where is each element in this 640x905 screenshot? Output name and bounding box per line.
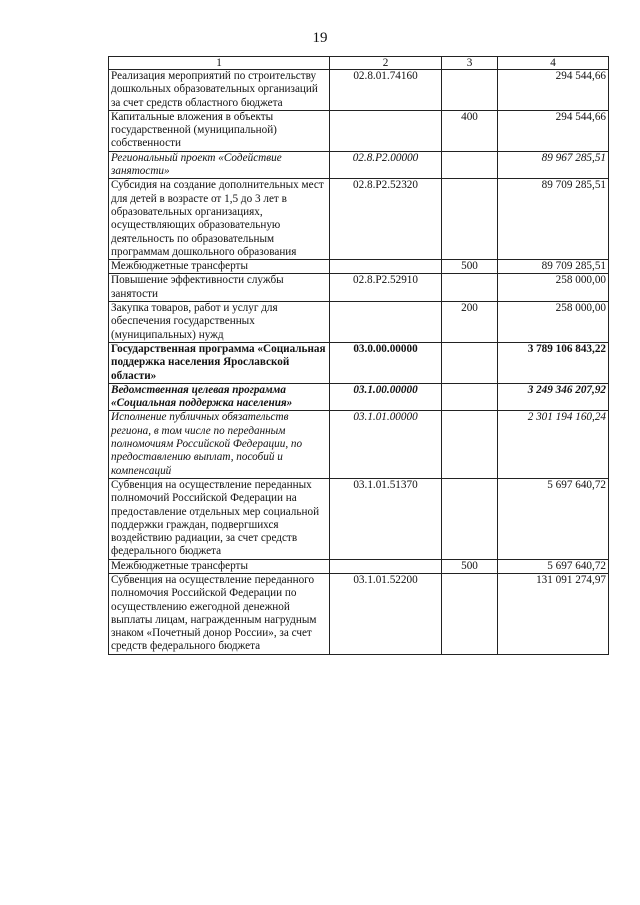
row-code-cell — [330, 559, 442, 573]
row-amount-cell: 3 789 106 843,22 — [498, 342, 609, 383]
table-row — [109, 302, 609, 343]
row-amount-cell: 5 697 640,72 — [498, 559, 609, 573]
row-code-cell — [330, 110, 442, 151]
row-amount-cell: 89 967 285,51 — [498, 151, 609, 179]
row-type-cell — [442, 383, 498, 411]
row-code-cell: 03.1.01.00000 — [330, 411, 442, 478]
row-code-cell: 03.1.01.51370 — [330, 478, 442, 559]
row-type-cell — [442, 70, 498, 111]
table-row — [109, 411, 609, 478]
budget-table — [108, 56, 609, 655]
row-amount-cell: 2 301 194 160,24 — [498, 411, 609, 478]
row-amount-cell: 89 709 285,51 — [498, 179, 609, 260]
row-name-cell: Межбюджетные трансферты — [109, 260, 330, 274]
table-body — [109, 70, 609, 655]
row-amount-cell: 131 091 274,97 — [498, 573, 609, 654]
row-amount-cell: 294 544,66 — [498, 110, 609, 151]
row-name-cell: Субсидия на создание дополнительных мест для детей в возрасте от 1,5 до 3 лет в образовательных организациях, осуществляющих образовательную деятельность по образовательным программам дошкольного образования — [109, 179, 330, 260]
row-amount-cell: 5 697 640,72 — [498, 478, 609, 559]
row-name-cell: Закупка товаров, работ и услуг для обеспечения государственных (муниципальных) нужд — [109, 302, 330, 343]
row-code-cell: 02.8.P2.52910 — [330, 274, 442, 302]
row-code-cell: 03.1.00.00000 — [330, 383, 442, 411]
row-type-cell — [442, 573, 498, 654]
row-name-cell: Субвенция на осуществление переданных полномочий Российской Федерации на предоставление отдельных мер социальной поддержки граждан, подвергшихся воздействию радиации, за счет средств федерального бюджета — [109, 478, 330, 559]
table-row — [109, 70, 609, 111]
row-type-cell — [442, 274, 498, 302]
row-type-cell: 400 — [442, 110, 498, 151]
row-name-cell: Ведомственная целевая программа «Социальная поддержка населения» — [109, 383, 330, 411]
row-code-cell — [330, 260, 442, 274]
row-amount-cell: 3 249 346 207,92 — [498, 383, 609, 411]
column-header-3: 3 — [442, 57, 498, 70]
row-name-cell: Государственная программа «Социальная поддержка населения Ярославской области» — [109, 342, 330, 383]
row-name-cell: Региональный проект «Содействие занятости» — [109, 151, 330, 179]
row-amount-cell: 294 544,66 — [498, 70, 609, 111]
row-type-cell: 200 — [442, 302, 498, 343]
row-amount-cell: 258 000,00 — [498, 302, 609, 343]
row-name-cell: Субвенция на осуществление переданного полномочия Российской Федерации по осуществлению ежегодной денежной выплаты лицам, награжденным нагрудным знаком «Почетный донор России», за счет средств федерального бюджета — [109, 573, 330, 654]
table-row — [109, 383, 609, 411]
row-type-cell — [442, 478, 498, 559]
table-header-row — [109, 57, 609, 70]
row-amount-cell: 258 000,00 — [498, 274, 609, 302]
row-name-cell: Реализация мероприятий по строительству дошкольных образовательных организаций за счет средств областного бюджета — [109, 70, 330, 111]
table-row — [109, 342, 609, 383]
table-row — [109, 274, 609, 302]
row-code-cell: 02.8.P2.52320 — [330, 179, 442, 260]
page-number: 19 — [312, 30, 328, 46]
row-code-cell: 03.1.01.52200 — [330, 573, 442, 654]
row-name-cell: Капитальные вложения в объекты государственной (муниципальной) собственности — [109, 110, 330, 151]
table-row — [109, 573, 609, 654]
row-code-cell — [330, 302, 442, 343]
column-header-1: 1 — [109, 57, 330, 70]
table-row — [109, 478, 609, 559]
row-type-cell — [442, 151, 498, 179]
row-type-cell — [442, 342, 498, 383]
row-type-cell: 500 — [442, 559, 498, 573]
table-row — [109, 260, 609, 274]
row-name-cell: Исполнение публичных обязательств региона, в том числе по переданным полномочиям Российской Федерации, по предоставлению выплат, пособий и компенсаций — [109, 411, 330, 478]
table-row — [109, 151, 609, 179]
row-name-cell: Межбюджетные трансферты — [109, 559, 330, 573]
row-name-cell: Повышение эффективности службы занятости — [109, 274, 330, 302]
table-row — [109, 179, 609, 260]
row-type-cell: 500 — [442, 260, 498, 274]
column-header-2: 2 — [330, 57, 442, 70]
row-code-cell: 03.0.00.00000 — [330, 342, 442, 383]
row-type-cell — [442, 179, 498, 260]
row-code-cell: 02.8.01.74160 — [330, 70, 442, 111]
row-code-cell: 02.8.P2.00000 — [330, 151, 442, 179]
column-header-4: 4 — [498, 57, 609, 70]
row-type-cell — [442, 411, 498, 478]
row-amount-cell: 89 709 285,51 — [498, 260, 609, 274]
table-row — [109, 559, 609, 573]
table-row — [109, 110, 609, 151]
